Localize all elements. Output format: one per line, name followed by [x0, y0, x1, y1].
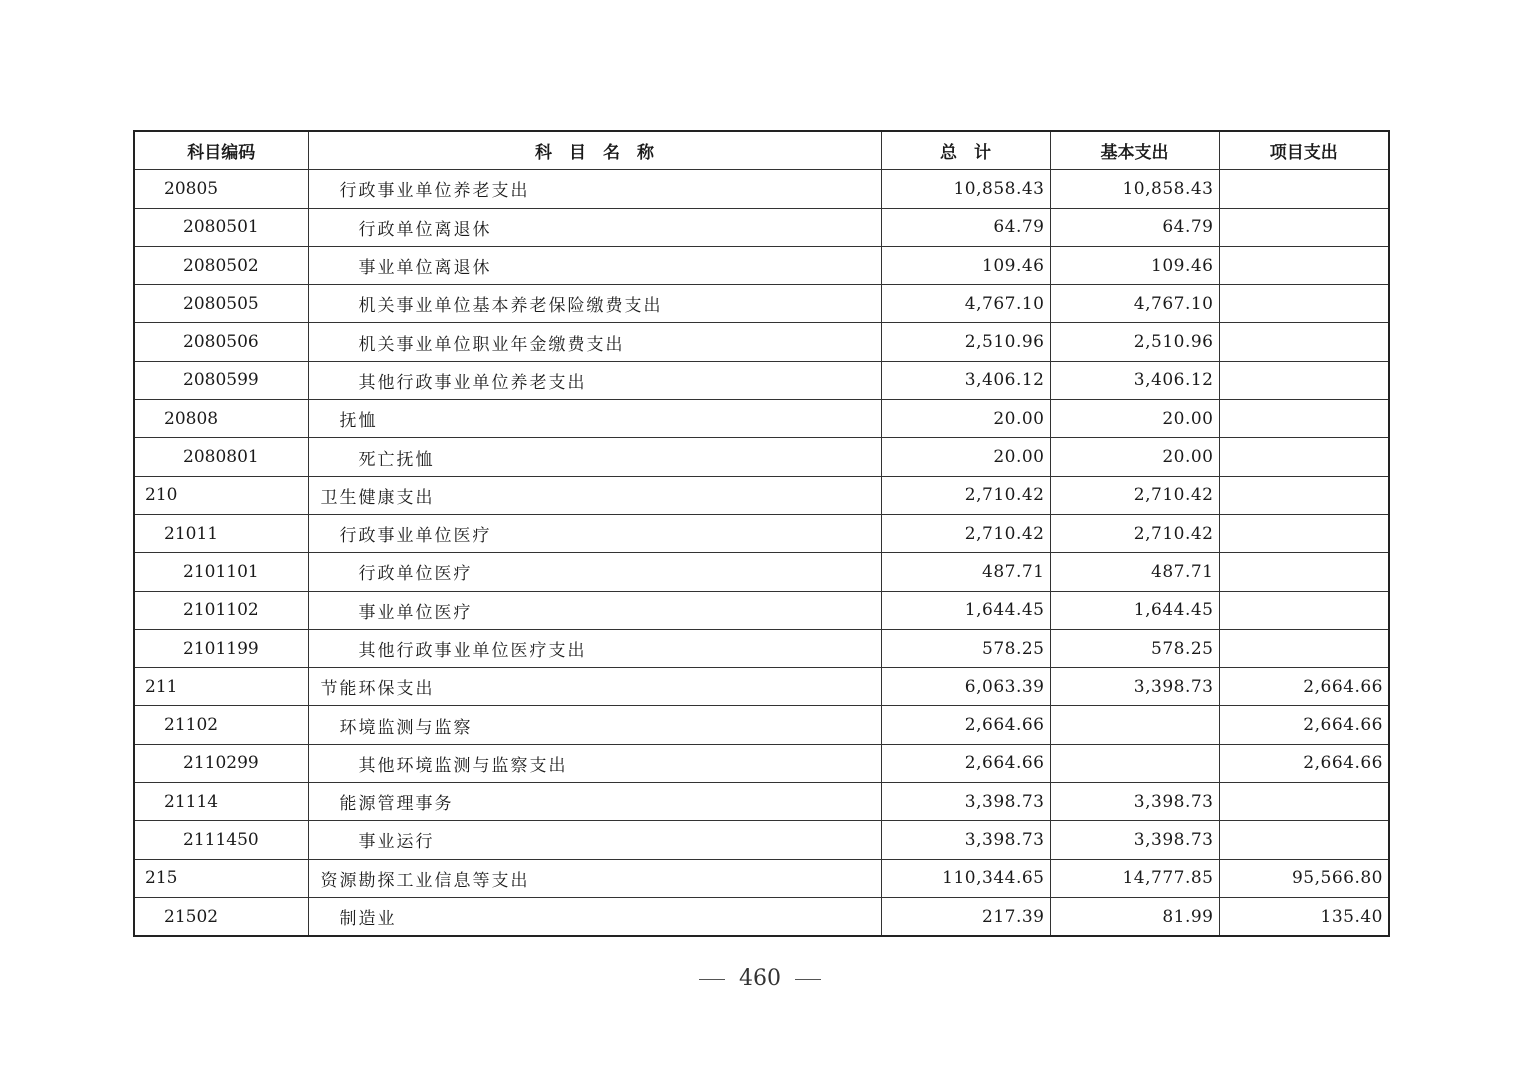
cell-code: 2111450: [134, 821, 308, 859]
cell-code: 2080501: [134, 208, 308, 246]
cell-name: 行政单位离退休: [308, 208, 881, 246]
cell-basic: 109.46: [1050, 246, 1219, 284]
table-header: [134, 131, 1389, 170]
header-total: 总 计: [881, 131, 1050, 170]
cell-total: 2,710.42: [881, 476, 1050, 514]
table-row: [134, 668, 1389, 706]
cell-total: 2,664.66: [881, 706, 1050, 744]
cell-name: 卫生健康支出: [308, 476, 881, 514]
table-row: [134, 438, 1389, 476]
cell-project: [1219, 361, 1389, 399]
cell-total: 487.71: [881, 553, 1050, 591]
cell-total: 20.00: [881, 400, 1050, 438]
page-number-footer: [0, 966, 1520, 991]
cell-total: 10,858.43: [881, 170, 1050, 208]
cell-name: 行政事业单位养老支出: [308, 170, 881, 208]
cell-code: 2101102: [134, 591, 308, 629]
table-row: [134, 783, 1389, 821]
cell-basic: [1050, 706, 1219, 744]
header-row: [134, 131, 1389, 170]
cell-basic: 4,767.10: [1050, 285, 1219, 323]
table-row: [134, 744, 1389, 782]
header-basic: 基本支出: [1050, 131, 1219, 170]
table-row: [134, 706, 1389, 744]
cell-total: 3,398.73: [881, 821, 1050, 859]
cell-total: 4,767.10: [881, 285, 1050, 323]
cell-code: 21502: [134, 897, 308, 936]
table-row: [134, 591, 1389, 629]
table-row: [134, 208, 1389, 246]
cell-project: [1219, 476, 1389, 514]
cell-name: 资源勘探工业信息等支出: [308, 859, 881, 897]
cell-total: 1,644.45: [881, 591, 1050, 629]
cell-name: 死亡抚恤: [308, 438, 881, 476]
cell-name: 其他环境监测与监察支出: [308, 744, 881, 782]
cell-project: [1219, 323, 1389, 361]
table-row: [134, 246, 1389, 284]
cell-basic: 2,710.42: [1050, 514, 1219, 552]
table-body: [134, 170, 1389, 936]
cell-total: 6,063.39: [881, 668, 1050, 706]
cell-basic: 81.99: [1050, 897, 1219, 936]
table-row: [134, 285, 1389, 323]
cell-total: 2,510.96: [881, 323, 1050, 361]
cell-code: 2080505: [134, 285, 308, 323]
cell-code: 2080506: [134, 323, 308, 361]
cell-total: 2,664.66: [881, 744, 1050, 782]
cell-code: 21011: [134, 514, 308, 552]
cell-total: 217.39: [881, 897, 1050, 936]
right-dash: [795, 979, 821, 980]
table-row: [134, 476, 1389, 514]
cell-code: 20805: [134, 170, 308, 208]
cell-project: [1219, 821, 1389, 859]
cell-total: 20.00: [881, 438, 1050, 476]
cell-name: 事业单位医疗: [308, 591, 881, 629]
cell-name: 节能环保支出: [308, 668, 881, 706]
cell-total: 578.25: [881, 629, 1050, 667]
page-number: 460: [739, 966, 781, 991]
cell-code: 2101101: [134, 553, 308, 591]
cell-name: 抚恤: [308, 400, 881, 438]
cell-basic: 14,777.85: [1050, 859, 1219, 897]
table-row: [134, 400, 1389, 438]
cell-basic: 20.00: [1050, 438, 1219, 476]
cell-project: [1219, 438, 1389, 476]
budget-table: [133, 130, 1390, 937]
cell-project: [1219, 285, 1389, 323]
cell-code: 210: [134, 476, 308, 514]
table-row: [134, 323, 1389, 361]
cell-project: 2,664.66: [1219, 706, 1389, 744]
cell-name: 事业单位离退休: [308, 246, 881, 284]
cell-basic: 10,858.43: [1050, 170, 1219, 208]
cell-total: 3,406.12: [881, 361, 1050, 399]
cell-basic: 2,510.96: [1050, 323, 1219, 361]
cell-total: 2,710.42: [881, 514, 1050, 552]
table-row: [134, 629, 1389, 667]
left-dash: [699, 979, 725, 980]
cell-code: 21102: [134, 706, 308, 744]
cell-code: 2101199: [134, 629, 308, 667]
cell-code: 211: [134, 668, 308, 706]
cell-name: 其他行政事业单位医疗支出: [308, 629, 881, 667]
cell-name: 其他行政事业单位养老支出: [308, 361, 881, 399]
cell-project: 135.40: [1219, 897, 1389, 936]
cell-project: 2,664.66: [1219, 744, 1389, 782]
cell-code: 2080502: [134, 246, 308, 284]
cell-code: 2080599: [134, 361, 308, 399]
cell-name: 环境监测与监察: [308, 706, 881, 744]
header-code: 科目编码: [134, 131, 308, 170]
header-name: 科 目 名 称: [308, 131, 881, 170]
cell-project: [1219, 629, 1389, 667]
cell-code: 215: [134, 859, 308, 897]
cell-project: 2,664.66: [1219, 668, 1389, 706]
cell-basic: [1050, 744, 1219, 782]
cell-basic: 3,406.12: [1050, 361, 1219, 399]
cell-name: 能源管理事务: [308, 783, 881, 821]
table-row: [134, 553, 1389, 591]
table-row: [134, 859, 1389, 897]
cell-name: 机关事业单位基本养老保险缴费支出: [308, 285, 881, 323]
cell-basic: 20.00: [1050, 400, 1219, 438]
cell-total: 3,398.73: [881, 783, 1050, 821]
table-row: [134, 514, 1389, 552]
cell-name: 行政单位医疗: [308, 553, 881, 591]
cell-total: 64.79: [881, 208, 1050, 246]
header-project: 项目支出: [1219, 131, 1389, 170]
cell-code: 2110299: [134, 744, 308, 782]
cell-project: [1219, 208, 1389, 246]
cell-project: [1219, 514, 1389, 552]
cell-project: [1219, 400, 1389, 438]
cell-code: 20808: [134, 400, 308, 438]
cell-name: 行政事业单位医疗: [308, 514, 881, 552]
cell-code: 2080801: [134, 438, 308, 476]
table-row: [134, 170, 1389, 208]
cell-project: [1219, 553, 1389, 591]
cell-basic: 2,710.42: [1050, 476, 1219, 514]
cell-name: 制造业: [308, 897, 881, 936]
cell-total: 110,344.65: [881, 859, 1050, 897]
cell-basic: 1,644.45: [1050, 591, 1219, 629]
cell-basic: 3,398.73: [1050, 783, 1219, 821]
cell-code: 21114: [134, 783, 308, 821]
cell-project: 95,566.80: [1219, 859, 1389, 897]
cell-basic: 3,398.73: [1050, 668, 1219, 706]
cell-basic: 64.79: [1050, 208, 1219, 246]
table-row: [134, 821, 1389, 859]
cell-project: [1219, 246, 1389, 284]
cell-name: 机关事业单位职业年金缴费支出: [308, 323, 881, 361]
cell-basic: 578.25: [1050, 629, 1219, 667]
table-row: [134, 897, 1389, 936]
cell-project: [1219, 783, 1389, 821]
cell-project: [1219, 170, 1389, 208]
table-row: [134, 361, 1389, 399]
cell-basic: 3,398.73: [1050, 821, 1219, 859]
cell-total: 109.46: [881, 246, 1050, 284]
cell-basic: 487.71: [1050, 553, 1219, 591]
cell-project: [1219, 591, 1389, 629]
cell-name: 事业运行: [308, 821, 881, 859]
